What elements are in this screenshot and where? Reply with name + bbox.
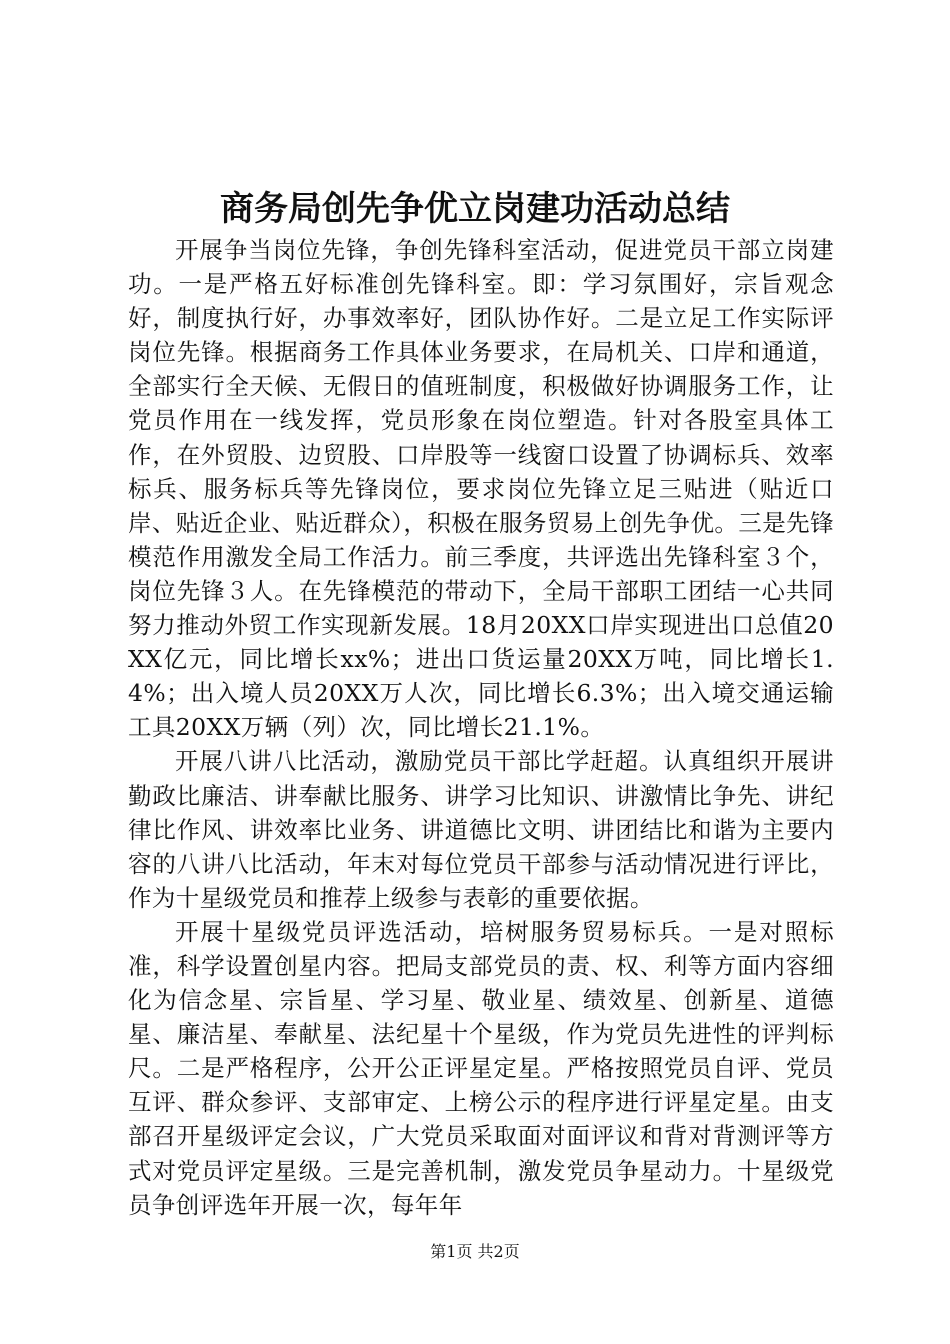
paragraph-1: 开展争当岗位先锋，争创先锋科室活动，促进党员干部立岗建功。一是严格五好标准创先锋科室。即：学习氛围好，宗旨观念好，制度执行好，办事效率好，团队协作好。二是立足工作实际评岗位先锋。根据商务工作具体业务要求，在局机关、口岸和通道，全部实行全天候、无假日的值班制度，积极做好协调服务工作，让党员作用在一线发挥，党员形象在岗位塑造。针对各股室具体工作，在外贸股、边贸股、口岸股等一线窗口设置了协调标兵、效率标兵、服务标兵等先锋岗位，要求岗位先锋立足三贴进（贴近口岸、贴近企业、贴近群众），积极在服务贸易上创先争优。三是先锋模范作用激发全局工作活力。前三季度，共评选出先锋科室３个，岗位先锋３人。在先锋模范的带动下，全局干部职工团结一心共同努力推动外贸工作实现新发展。18月20XX口岸实现进出口总值20XX亿元，同比增长xx%；进出口货运量20XX万吨，同比增长1.4%；出入境人员20XX万人次，同比增长6.3%；出入境交通运输工具20XX万辆（列）次，同比增长21.1%。 bbox=[128, 236, 834, 742]
document-body bbox=[128, 233, 834, 1222]
paragraph-3: 开展十星级党员评选活动，培树服务贸易标兵。一是对照标准，科学设置创星内容。把局支部党员的责、权、利等方面内容细化为信念星、宗旨星、学习星、敬业星、绩效星、创新星、道德星、廉洁星、奉献星、法纪星十个星级，作为党员先进性的评判标尺。二是严格程序，公开公正评星定星。严格按照党员自评、党员互评、群众参评、支部审定、上榜公示的程序进行评星定星。由支部召开星级评定会议，广大党员采取面对面评议和背对背测评等方式对党员评定星级。三是完善机制，激发党员争星动力。十星级党员争创评选年开展一次，每年年 bbox=[128, 917, 834, 1219]
page-footer: 第1页 共2页 bbox=[430, 1242, 520, 1261]
document-title: 商务局创先争优立岗建功活动总结 bbox=[220, 189, 730, 229]
paragraph-2: 开展八讲八比活动，激励党员干部比学赶超。认真组织开展讲勤政比廉洁、讲奉献比服务、讲学习比知识、讲激情比争先、讲纪律比作风、讲效率比业务、讲道德比文明、讲团结比和谐为主要内容的八讲八比活动，年末对每位党员干部参与活动情况进行评比，作为十星级党员和推荐上级参与表彰的重要依据。 bbox=[128, 747, 834, 912]
